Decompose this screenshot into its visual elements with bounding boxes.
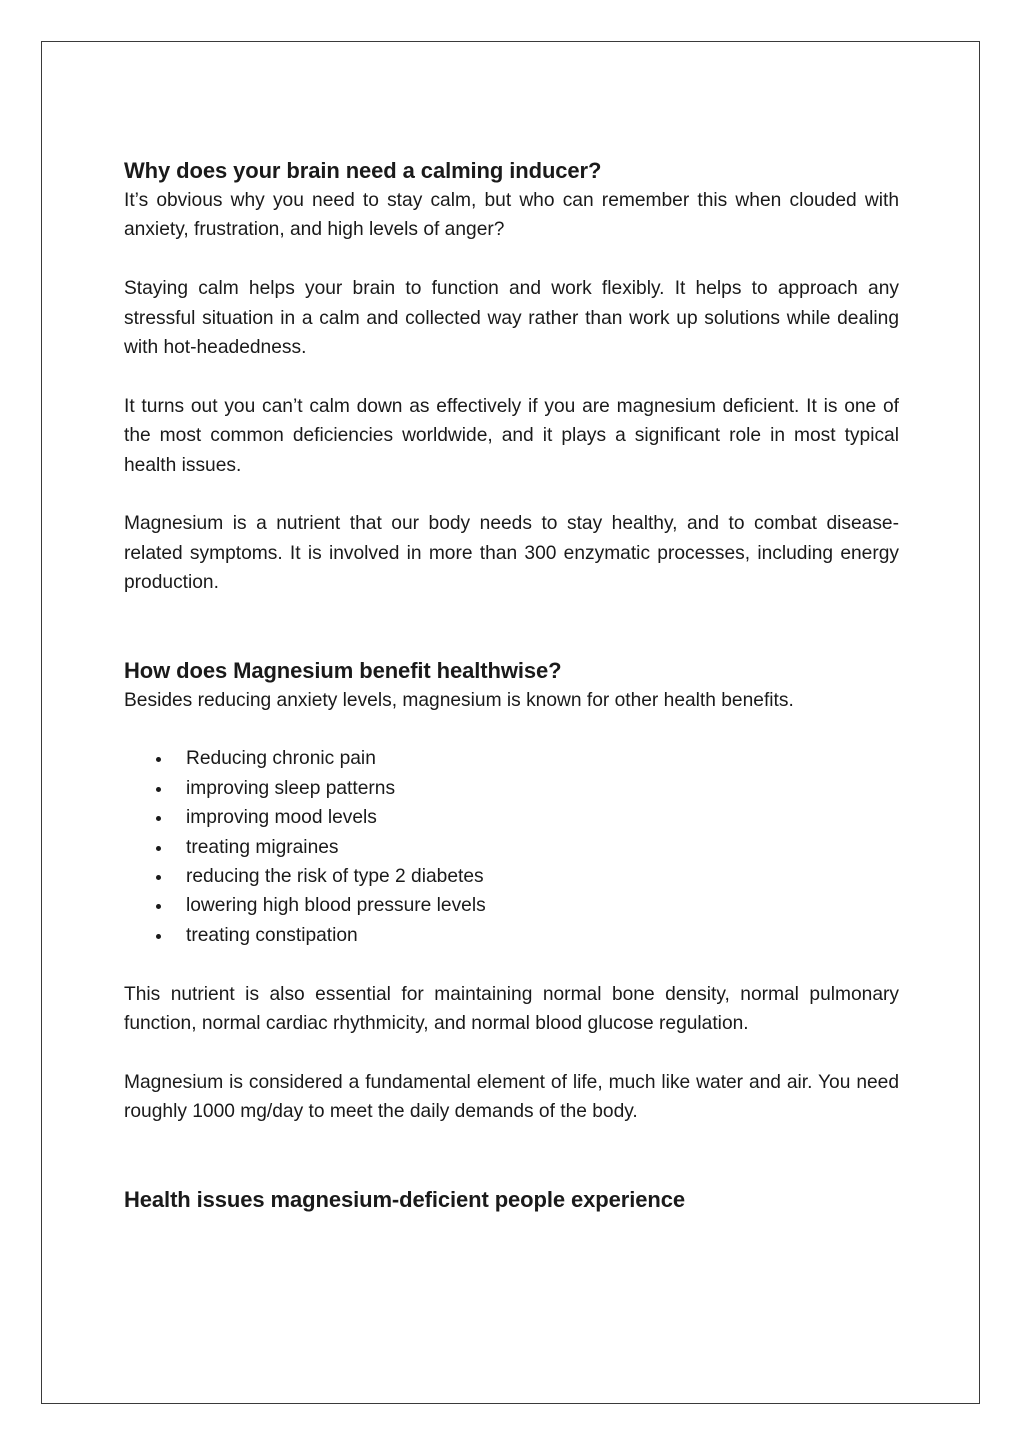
paragraph: Magnesium is a nutrient that our body needs to stay healthy, and to combat disease-related symptoms. It is involved in more than 300 enzymatic processes, including energy production. (124, 513, 899, 594)
list-item-text: lowering high blood pressure levels (186, 895, 486, 917)
bullet-icon (156, 846, 161, 851)
paragraph-spacer (124, 1038, 899, 1067)
list-item-text: improving sleep patterns (186, 777, 396, 799)
paragraph-spacer (124, 715, 899, 744)
list-item-text: reducing the risk of type 2 diabetes (186, 866, 484, 888)
list-item (124, 803, 899, 832)
list-item (124, 921, 899, 950)
bullet-icon (156, 875, 161, 880)
list-item-text: Reducing chronic pain (186, 748, 376, 770)
list-item (124, 891, 899, 920)
bullet-icon (156, 787, 161, 792)
section-spacer (124, 1127, 899, 1185)
paragraph-spacer (124, 245, 899, 274)
paragraph: Staying calm helps your brain to function and work flexibly. It helps to approach any stressful situation in a calm and collected way rather than work up solutions while dealing with hot-headedness. (124, 278, 899, 359)
document-content (124, 156, 899, 1215)
paragraph-spacer (124, 362, 899, 391)
paragraph: This nutrient is also essential for maintaining normal bone density, normal pulmonary function, normal cardiac rhythmicity, and normal blood glucose regulation. (124, 983, 899, 1035)
list-item-text: improving mood levels (186, 807, 377, 829)
paragraph: Magnesium is considered a fundamental element of life, much like water and air. You need roughly 1000 mg/day to meet the daily demands of the body. (124, 1071, 899, 1123)
paragraph-intro: Besides reducing anxiety levels, magnesium is known for other health benefits. (124, 689, 794, 711)
paragraph: It turns out you can’t calm down as effectively if you are magnesium deficient. It is one of the most common deficiencies worldwide, and it plays a significant role in most typical health issues. (124, 395, 899, 476)
section-heading-deficiency: Health issues magnesium-deficient people experience (124, 1186, 685, 1212)
list-item (124, 833, 899, 862)
benefits-list (124, 744, 899, 950)
section-heading-benefits: How does Magnesium benefit healthwise? (124, 657, 562, 683)
paragraph-spacer (124, 950, 899, 979)
list-item (124, 862, 899, 891)
paragraph-spacer (124, 480, 899, 509)
section-heading-calming: Why does your brain need a calming inducer? (124, 158, 602, 183)
list-item-text: treating migraines (186, 836, 339, 858)
section-spacer (124, 598, 899, 656)
paragraph: It’s obvious why you need to stay calm, but who can remember this when clouded with anxiety, frustration, and high levels of anger? (124, 190, 899, 241)
list-item-text: treating constipation (186, 924, 358, 946)
bullet-icon (156, 757, 161, 762)
bullet-icon (156, 904, 161, 909)
list-item (124, 774, 899, 803)
bullet-icon (156, 816, 161, 821)
list-item (124, 744, 899, 773)
bullet-icon (156, 934, 161, 939)
